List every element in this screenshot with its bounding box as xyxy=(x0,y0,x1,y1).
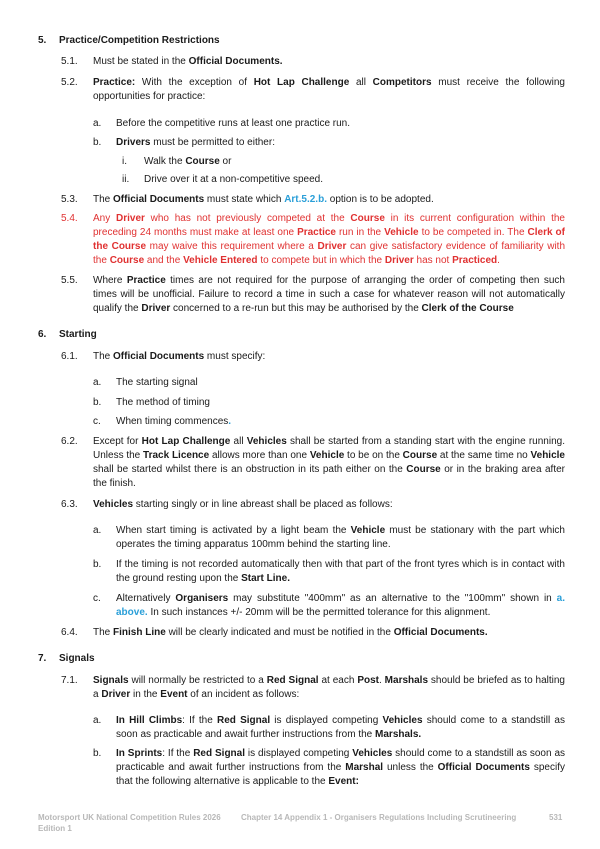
text-run: who has not previously competed at the xyxy=(144,213,351,224)
section-title: Practice/Competition Restrictions xyxy=(59,35,220,46)
clause-number: 6.3. xyxy=(61,499,78,510)
clause-text xyxy=(93,435,565,491)
text-run: In Sprints xyxy=(116,748,163,759)
text-run: Driver xyxy=(115,213,145,224)
text-run: In Hill Climbs xyxy=(116,715,183,726)
text-run: : If the xyxy=(182,715,217,726)
text-run: Finish Line xyxy=(113,627,166,638)
clause-number: b. xyxy=(93,748,102,759)
text-run: Organisers xyxy=(175,593,229,604)
text-run: in its current configuration within the preceding 24 months must make at least one xyxy=(93,213,565,238)
text-run: Course xyxy=(109,255,145,266)
clause-text xyxy=(116,415,565,429)
text-run: Red Signal xyxy=(217,715,271,726)
text-run: When start timing is activated by a light beam the xyxy=(116,525,351,536)
clause-text xyxy=(93,498,565,512)
text-run: Hot Lap Challenge xyxy=(253,77,350,88)
clause-text xyxy=(93,350,565,364)
clause-text xyxy=(116,524,565,552)
text-run: must receive the following opportunities for practice: xyxy=(93,77,565,102)
text-run: When timing commences xyxy=(116,416,229,427)
clause-5-1 xyxy=(61,55,565,69)
text-run: Signals xyxy=(93,675,129,686)
clause-text xyxy=(116,558,565,586)
text-run: Official Documents. xyxy=(393,627,488,638)
text-run: specify that the following alternative is applicable to the xyxy=(116,762,565,787)
clause-6-2 xyxy=(61,435,565,491)
text-run: shall be started from a standing start with the engine running. Unless the xyxy=(93,436,565,461)
section-number: 6. xyxy=(38,329,47,340)
text-run: Official Documents xyxy=(113,194,205,205)
clause-number: 5.2. xyxy=(61,77,78,88)
clause-text xyxy=(116,396,565,410)
text-run: times are not required for the purpose of arranging the order of competing then such times will be unofficial. Failure to record a time in such a case for whatever reason will not automatically qualify the xyxy=(93,275,565,314)
text-run: must specify: xyxy=(204,351,266,362)
clause-5-2-b xyxy=(93,136,565,150)
text-run: is displayed competing xyxy=(270,715,383,726)
text-run: Marshal xyxy=(345,762,384,773)
text-run: Vehicles xyxy=(246,436,287,447)
text-run: Except for xyxy=(93,436,142,447)
clause-5-5 xyxy=(61,274,565,316)
text-run: Marshals xyxy=(384,675,429,686)
text-run: Clerk of the Course xyxy=(93,227,565,252)
text-run: Driver xyxy=(384,255,414,266)
clause-number: 5.5. xyxy=(61,275,78,286)
text-run: Course xyxy=(350,213,385,224)
clause-5-2-a xyxy=(93,117,565,131)
text-run: Practice xyxy=(126,275,166,286)
clause-text xyxy=(116,714,565,742)
text-run: can give satisfactory evidence of familiarity with the xyxy=(93,241,566,266)
clause-5-2-b-ii xyxy=(122,173,565,187)
text-run: at each xyxy=(318,675,358,686)
footer-publication-title: Motorsport UK National Competition Rules 2026 xyxy=(38,813,221,822)
text-run: of an incident as follows: xyxy=(187,689,300,700)
text-run: . xyxy=(378,675,385,686)
clause-text xyxy=(116,117,565,131)
text-run: to be competed in. The xyxy=(418,227,528,238)
clause-text xyxy=(116,136,565,150)
section-number: 5. xyxy=(38,35,47,46)
text-run: Vehicle xyxy=(309,450,345,461)
section-title: Starting xyxy=(59,329,97,340)
text-run: must state which xyxy=(204,194,285,205)
clause-text xyxy=(93,674,565,702)
clause-number: 5.3. xyxy=(61,194,78,205)
cross-reference-link[interactable]: Art.5.2.b. xyxy=(284,194,327,205)
text-run: Drive over it at a non-competitive speed. xyxy=(144,174,323,185)
section-number: 7. xyxy=(38,653,47,664)
clause-6-3 xyxy=(61,498,565,512)
clause-text xyxy=(144,173,565,187)
clause-6-3-c xyxy=(93,592,565,620)
text-run: Driver xyxy=(101,689,131,700)
text-run: will be clearly indicated and must be notified in the xyxy=(165,627,394,638)
text-run: Clerk of the Course xyxy=(421,303,514,314)
clause-number: b. xyxy=(93,397,102,408)
text-run: Walk the xyxy=(144,156,186,167)
text-run: The xyxy=(93,351,114,362)
text-run: all xyxy=(349,77,373,88)
cross-reference-link[interactable]: a. above. xyxy=(116,593,565,618)
clause-7-1-b xyxy=(93,747,565,789)
clause-6-3-a xyxy=(93,524,565,552)
text-run: Red Signal xyxy=(193,748,246,759)
text-run: Event xyxy=(160,689,188,700)
text-run: to compete but in which the xyxy=(257,255,385,266)
text-run: Driver xyxy=(141,303,171,314)
clause-text xyxy=(93,55,565,69)
clause-number: 6.4. xyxy=(61,627,78,638)
clause-5-3 xyxy=(61,193,565,207)
clause-text xyxy=(93,76,565,104)
clause-6-1-a xyxy=(93,376,565,390)
text-run: Practiced xyxy=(452,255,498,266)
text-run: should come to a standstill as soon as practicable and await further instructions from the xyxy=(116,715,565,740)
clause-number: 5.1. xyxy=(61,56,78,67)
text-run: With the exception of xyxy=(135,77,254,88)
clause-number: c. xyxy=(93,416,101,427)
clause-5-2 xyxy=(61,76,565,104)
clause-number: b. xyxy=(93,137,102,148)
text-run: Before the competitive runs at least one practice run. xyxy=(116,118,351,129)
text-run: in the xyxy=(130,689,161,700)
text-run: to be on the xyxy=(344,450,403,461)
text-run: Course xyxy=(185,156,220,167)
section-heading-6 xyxy=(38,328,568,342)
section-heading-7 xyxy=(38,652,568,666)
text-run: Any xyxy=(93,213,116,224)
text-run: Hot Lap Challenge xyxy=(141,436,231,447)
clause-5-2-b-i xyxy=(122,155,565,169)
clause-text xyxy=(116,376,565,390)
clause-number: i. xyxy=(122,156,127,167)
text-run: Post xyxy=(357,675,379,686)
footer-chapter: Chapter 14 Appendix 1 - Organisers Regulations Including Scrutineering xyxy=(241,813,517,822)
clause-text xyxy=(116,747,565,789)
text-run: Practice: xyxy=(93,77,136,88)
clause-number: b. xyxy=(93,559,102,570)
text-run: is displayed competing xyxy=(245,748,353,759)
clause-7-1 xyxy=(61,674,565,702)
text-run: Alternatively xyxy=(116,593,176,604)
text-run: The method of timing xyxy=(116,397,210,408)
text-run: must be permitted to either: xyxy=(150,137,275,148)
text-run: The xyxy=(93,194,114,205)
clause-7-1-a xyxy=(93,714,565,742)
clause-text xyxy=(93,626,565,640)
text-run: The starting signal xyxy=(116,377,198,388)
clause-6-1-c xyxy=(93,415,565,429)
text-run: Vehicles xyxy=(93,499,134,510)
text-run: may waive this requirement where a xyxy=(146,241,318,252)
text-run: Vehicle xyxy=(350,525,386,536)
clause-number: c. xyxy=(93,593,101,604)
clause-5-4 xyxy=(61,212,565,268)
text-run: Vehicle xyxy=(530,450,565,461)
clause-text xyxy=(93,212,565,268)
text-run: Course xyxy=(402,450,438,461)
text-run: Vehicles xyxy=(352,748,393,759)
footer-page-number: 531 xyxy=(549,813,563,822)
text-run: or xyxy=(219,156,232,167)
text-run: concerned to a re-run but this may be authorised by the xyxy=(170,303,422,314)
text-run: In such instances +/- 20mm will be the permitted tolerance for this alignment. xyxy=(147,607,491,618)
text-run: Course xyxy=(406,464,441,475)
text-run: Drivers xyxy=(116,137,151,148)
text-run: at the same time no xyxy=(437,450,531,461)
clause-number: a. xyxy=(93,377,102,388)
footer-publication xyxy=(38,812,221,834)
text-run: . xyxy=(497,255,500,266)
text-run: Vehicle xyxy=(384,227,419,238)
clause-text xyxy=(93,193,565,207)
clause-text xyxy=(93,274,565,316)
text-run: starting singly or in line abreast shall be placed as follows: xyxy=(133,499,393,510)
text-run: option is to be adopted. xyxy=(326,194,434,205)
text-run: must be stationary with the part which operates the timing apparatus 100mm behind the starting line. xyxy=(116,525,565,550)
text-run: Official Documents. xyxy=(188,56,283,67)
text-run: unless the xyxy=(383,762,438,773)
clause-number: a. xyxy=(93,118,102,129)
clause-number: 5.4. xyxy=(61,213,78,224)
clause-text xyxy=(116,592,565,620)
cross-reference-link[interactable]: . xyxy=(228,416,232,427)
text-run: will normally be restricted to a xyxy=(128,675,267,686)
text-run: Official Documents xyxy=(113,351,205,362)
text-run: Where xyxy=(93,275,127,286)
clause-6-3-b xyxy=(93,558,565,586)
text-run: Practice xyxy=(297,227,336,238)
text-run: may substitute "400mm" as an alternative to the "100mm" shown in xyxy=(228,593,557,604)
clause-number: 7.1. xyxy=(61,675,78,686)
text-run: The xyxy=(93,627,114,638)
text-run: shall be started whilst there is an obstruction in its path either on the xyxy=(93,464,407,475)
text-run: run in the xyxy=(335,227,385,238)
clause-number: a. xyxy=(93,715,102,726)
footer-edition: Edition 1 xyxy=(38,824,72,833)
text-run: : If the xyxy=(162,748,194,759)
text-run: Vehicle Entered xyxy=(183,255,258,266)
text-run: Red Signal xyxy=(266,675,319,686)
text-run: Driver xyxy=(317,241,347,252)
text-run: Vehicles xyxy=(382,715,423,726)
section-title: Signals xyxy=(59,653,95,664)
clause-number: a. xyxy=(93,525,102,536)
text-run: should be briefed as to halting a xyxy=(93,675,565,700)
text-run: and the xyxy=(144,255,184,266)
text-run: has not xyxy=(413,255,453,266)
clause-6-1-b xyxy=(93,396,565,410)
text-run: or in the braking area after the finish. xyxy=(93,464,565,489)
clause-number: 6.2. xyxy=(61,436,78,447)
clause-number: ii. xyxy=(122,174,130,185)
clause-text xyxy=(144,155,565,169)
text-run: Track Licence xyxy=(143,450,210,461)
clause-6-1 xyxy=(61,350,565,364)
text-run: all xyxy=(230,436,247,447)
clause-number: 6.1. xyxy=(61,351,78,362)
text-run: Official Documents xyxy=(437,762,530,773)
text-run: If the timing is not recorded automatically then with that part of the front tyres which is in contact with the ground resting upon the xyxy=(116,559,565,584)
clause-6-4 xyxy=(61,626,565,640)
text-run: Start Line. xyxy=(241,573,290,584)
section-heading-5 xyxy=(38,34,568,48)
text-run: Marshals. xyxy=(375,729,422,740)
text-run: should come to a standstill as soon as practicable and await further instructions from the xyxy=(116,748,566,773)
text-run: Competitors xyxy=(372,77,432,88)
text-run: allows more than one xyxy=(209,450,310,461)
text-run: Must be stated in the xyxy=(93,56,189,67)
text-run: Event: xyxy=(328,776,359,787)
